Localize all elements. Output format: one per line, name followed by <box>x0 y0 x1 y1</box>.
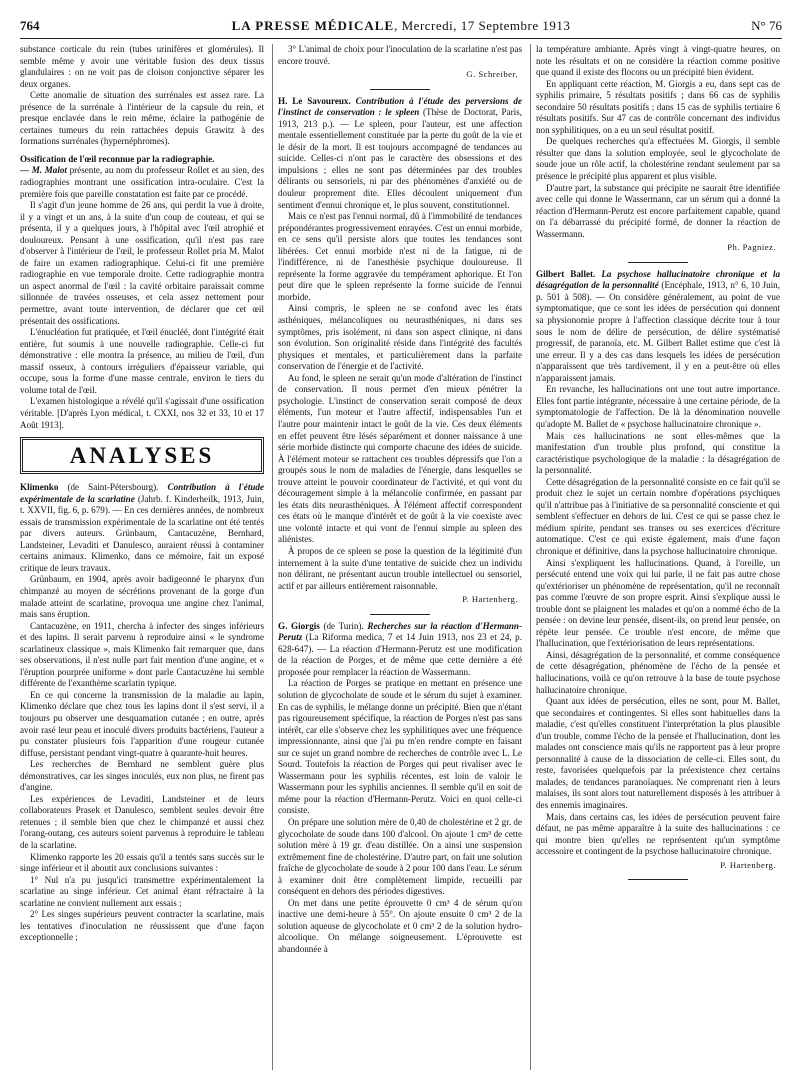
paragraph: Mais, dans certains cas, les idées de persécution peuvent faire défaut, ne pas même apparaître à la suite des hallucinations : ce qui montre bien qu'elles ne représentent qu'un symptôme accessoire et contingent de la psychose hallucinatoire chronique. <box>536 811 780 857</box>
paragraph: On met dans une petite éprouvette 0 cm³ 4 de sérum qu'on inactive une demi-heure à 55°. On ajoute ensuite 0 cm³ 2 de la solution aqueuse de glycocholate et 0 cm³ 2 de la solution hydro-alcoolique. On mélange soigneusement. L'éprouvette est abandonnée à <box>278 897 522 955</box>
author-name: Klimenko <box>20 482 59 493</box>
paragraph: À propos de ce spleen se pose la question de la légitimité d'un internement à la suite d'une tentative de suicide chez un individu non délirant, ne présentant aucun trouble intellectuel ou sensoriel, actif et par ailleurs entièrement raisonnable. <box>278 545 522 591</box>
paragraph: Les expériences de Levaditi, Landsteiner et de leurs collaborateurs Prasek et Danulesco, semblent seules devoir être retenues ; il semble bien que chez le chimpanzé et aussi chez l'orang-outang, ces auteurs soient parvenus à reproduire le tableau de la scarlatine. <box>20 793 264 850</box>
paragraph: Mais ce n'est pas l'ennui normal, dû à l'immobilité de tendances prépondérantes progressivement enrayées. C'est un ennui morbide, en ce sens qu'il persiste alors que toutes les tendances sont libérées. Cet ennui morbide n'est ni de la fatigue, ni de l'indifférence, ni de l'anesthésie psychique douloureuse. Il représente la forme aggravée du tempérament aphorique. Et l'on peut dire que le spleen représente la forme suicide de l'ennui morbide. <box>278 211 522 302</box>
article-title: La psychose hallucinatoire chronique et la désagrégation de la personnalité <box>536 268 780 291</box>
article-le-savoureux <box>278 96 522 211</box>
issue-date: , Mercredi, 17 Septembre 1913 <box>394 18 571 33</box>
divider <box>370 614 430 615</box>
paragraph: Cantacuzène, en 1911, chercha à infecter des singes inférieurs et des lapins. Il serait parvenu à reproduire ainsi « le syndrome scarlatineux classique », mais Klimenko fait remarquer que, dans ses observations, il n'est nulle part fait mention d'une angine, et « l'éruption pourprée uniforme » dont parle Cantacuzène lui semble différente de l'exanthème scarlatin typique. <box>20 620 264 689</box>
signature: P. Hartenberg. <box>462 594 518 605</box>
article-ref: (Encéphale, 1913, n° 6, 10 Juin, p. 501 à 508). — On considère généralement, au point de vue symptomatique, que ce sont les idées de persécution qui donnent sa physionomie propre à l'affection classique décrite tour à tour sous le nom de délire de persécution, de délire systématisé progressif, de paranoïa, etc. M. Gilbert Ballet estime que c'est là une erreur. Il y a des cas dans lesquels les idées de persécution n'apparaissent que très tardivement, il y en a peut-être où elles n'apparaissent jamais. <box>536 280 780 383</box>
article-title: Recherches sur la réaction d'Hermann-Perutz <box>278 620 522 643</box>
list-item: 2° Les singes supérieurs peuvent contracter la scarlatine, mais les tentatives d'inoculation ne réussissent que d'une façon exceptionnelle ; <box>20 909 264 943</box>
paragraph: L'énucléation fut pratiquée, et l'œil énucléé, dont l'intégrité était entière, fut soumis à une nouvelle radiographie. Celle-ci fut démonstrative : elle montra la présence, au milieu de l'œil, d'un massif osseux, à contours irréguliers d'épaisseur variable, qui occupe, sous la forme d'une masse centrale, environ le tiers du volume total de l'œil. <box>20 327 264 395</box>
article-title: Contribution à l'étude des perversions de l'instinct de conservation : le spleen <box>278 95 522 118</box>
paragraph: L'examen histologique a révélé qu'il s'agissait d'une ossification véritable. [D'après Lyon médical, t. CXXI, nos 32 et 33, 10 et 17 Août 1913]. <box>20 396 264 430</box>
paragraph: Il s'agit d'un jeune homme de 26 ans, qui perdit la vue à droite, il y a vingt et un ans, à la suite d'un coup de couteau, et qui se présenta, il y a quelques jours, à l'hôpital avec l'œil atrophié et douloureux. Pensant à une ossification, qu'il n'est pas rare d'observer à l'intérieur de l'œil, le professeur Rollet pria M. Malot de faire un examen radiographique. Celui-ci fit une première radiographie en vue temporale droite. Cette radiographie montra un aspect anormal de l'œil : la cavité orbitaire paraissait comme sillonnée de travées osseuses, et cela assez nettement pour permettre, avant toute intervention, de déclarer que cet œil présentait des ossifications. <box>20 200 264 326</box>
signature: Ph. Pagniez. <box>727 242 776 253</box>
paragraph: Ainsi, désagrégation de la personnalité, et comme conséquence de cette désagrégation, phénomène de l'écho de la pensée et hallucinations, voilà ce qu'on retrouve à la base de toute psychose hallucinatoire chronique. <box>536 649 780 695</box>
author-place: (de Turin). <box>319 620 368 631</box>
paragraph: Quant aux idées de persécution, elles ne sont, pour M. Ballet, que secondaires et contingentes. Si elles sont habituelles dans la maladie, c'est qu'elles constituent l'interprétation la plus plausible d'un trouble, comme l'écho de la pensée et l'hallucination, dont les malades ont conscience mais qu'ils ne rapportent pas à leur propre personnalité à cause de la dissociation de celle-ci. Elles sont, du reste, favorisées quelquefois par la préexistence chez certains malades, de tendances paranoïaques. Ne comprenant rien à leurs malaises, ils sont alors tout naturellement disposés à les attribuer à des ennemis imaginaires. <box>536 696 780 810</box>
author-name: G. Giorgis <box>278 620 320 631</box>
article-title: Contribution à l'étude expérimentale de la scarlatine <box>20 482 264 504</box>
paragraph: Cette désagrégation de la personnalité consiste en ce fait qu'il se produit chez le sujet un certain nombre d'opérations psychiques qu'il n'attribue pas à l'initiative de sa personnalité consciente et qui semblent s'effectuer en dehors de lui. C'est ce qui se passe chez le médium spirite, pendant ses transes ou ses exercices d'écriture automatique. C'est ce qui existe également, mais d'une façon chronique et définitive, dans la psychose hallucinatoire chronique. <box>536 476 780 556</box>
column-divider <box>272 44 273 1070</box>
column-divider <box>530 44 531 1070</box>
section-ossification <box>20 154 264 166</box>
list-item: 3° L'animal de choix pour l'inoculation de la scarlatine n'est pas encore trouvé. <box>278 44 522 66</box>
paragraph: En appliquant cette réaction, M. Giorgis a eu, dans sept cas de syphilis primaire, 5 résultats positifs ; dans 66 cas de syphilis secondaire 50 résultats positifs ; dans 15 cas de syphilis tertiaire 6 résultats positifs. Sur 47 cas de contrôle concernant des individus non syphilitiques, on a eu un seul résultat positif. <box>536 78 780 135</box>
paragraph: Les recherches de Bernhard ne semblent guère plus démonstratives, car les singes inoculés, eux non plus, ne firent pas d'angine. <box>20 759 264 793</box>
issue-number: N° 76 <box>751 18 782 33</box>
divider <box>628 879 688 880</box>
paragraph: D'autre part, la substance qui précipite ne saurait être identifiée avec celle qui donne le Wassermann, car un sérum qui a donné la réaction d'Hermann-Perutz est encore parfaitement capable, quand on l'a débarrassé du précipité formé, de donner la réaction de Wassermann. <box>536 182 780 239</box>
author-name: H. Le Savoureux. <box>278 95 351 106</box>
paragraph-text: présente, au nom du professeur Rollet et au sien, des radiographies montrant une ossification intra-oculaire. C'est la première fois que pareille constatation est faite par ce procédé. <box>20 165 264 199</box>
paragraph: Klimenko rapporte les 20 essais qu'il a tentés sans succès sur le singe inférieur et il aboutit aux conclusions suivantes : <box>20 851 264 874</box>
article-ballet <box>536 269 780 384</box>
journal-title: LA PRESSE MÉDICALE <box>231 18 395 33</box>
divider <box>370 89 430 90</box>
paragraph: En revanche, les hallucinations ont une tout autre importance. Elles font partie intégrante, nécessaire à une certaine période, de la symptomatologie de l'affection. De là la dénomination nouvelle qu'adopte M. Ballet de « psychose hallucinatoire chronique ». <box>536 384 780 429</box>
paragraph: De quelques recherches qu'a effectuées M. Giorgis, il semble résulter que dans la solution employée, seul le glycocholate de soude joue un rôle actif, la cholestérine rendant seulement par sa présence le précipité plus apparent et plus visible. <box>536 136 780 182</box>
analyses-banner <box>20 437 264 474</box>
signature: G. Schreiber. <box>466 69 518 80</box>
paragraph: Au fond, le spleen ne serait qu'un mode d'altération de l'instinct de conservation. Il nous permet d'en mieux pénétrer la psychologie. L'instinct de conservation serait composé de deux éléments, l'un moteur et l'autre affectif, indispensables l'un et l'autre pour maintenir intact le goût de la vie. Ces deux éléments en effet peuvent être lésés séparément et donner naissance à une série morbide distincte qui comporte chacune des idées de suicide. À l'élément moteur se rattachent ces troubles dépressifs que l'on a groupés sous le nom de maladies de l'énergie, dans lesquelles se trouve atteint le pouvoir coordinateur de l'activité, et qui vont du découragement simple à la mélancolie confirmée, en passant par les états dits neurasthéniques. À l'élément affectif correspondent ces états où le manque d'intérêt et de goût à la vie coexiste avec une volonté intacte et qui vont de l'ennui simple au spleen des aliénistes. <box>278 372 522 545</box>
paragraph: Mais ces hallucinations ne sont elles-mêmes que la manifestation d'un trouble plus profond, qui constitue la caractéristique psychologique de la maladie : la désagrégation de la personnalité. <box>536 430 780 476</box>
paragraph: Ainsi s'expliquent les hallucinations. Quand, à l'oreille, un persécuté entend une voix qui lui parle, il ne fait pas autre chose qu'extérioriser un phénomène de représentation, qu'il ne reconnaît pas comme l'œuvre de son propre esprit. Ainsi s'explique aussi le trouble dont se plaignent les malades et qu'on a nommé écho de la pensée : on devine leur pensée, disent-ils, on prend leur pensée, on répète leur pensée. Ce trouble n'est encore, de même que l'hallucination, que l'extériorisation de leurs représentations. <box>536 557 780 649</box>
article-ref: (La Riforma medica, 7 et 14 Juin 1913, nos 23 et 24, p. 628-647). — La réaction d'Hermann-Perutz est une modification de la réaction de Porges, et de même que cette dernière a été proposée pour remplacer la réaction de Wassermann. <box>278 632 522 677</box>
divider <box>628 262 688 263</box>
author-name: — M. Malot <box>20 165 67 176</box>
article-klimenko <box>20 482 264 574</box>
section-title: Ossification de l'œil reconnue par la radiographie. <box>20 153 215 164</box>
author-name: Gilbert Ballet. <box>536 268 596 279</box>
paragraph: Cette anomalie de situation des surrénales est assez rare. La présence de la surrénale à l'intérieur de la capsule du rein, et presque enclavée dans le rein même, éclaire la pathogénie de certaines tumeurs du rein rattachées depuis Grawitz à des formations surrénales (hypernéphromes). <box>20 90 264 147</box>
article-giorgis <box>278 621 522 679</box>
list-item: 1° Nul n'a pu jusqu'ici transmettre expérimentalement la scarlatine au singe inférieur. Cet animal étant réfractaire à la scarlatine ne convient nullement aux essais ; <box>20 874 264 908</box>
journal-masthead <box>20 16 782 36</box>
paragraph: Ainsi compris, le spleen ne se confond avec les états asthéniques, mélancoliques ou neurasthéniques, ni dans ses symptômes, pris isolément, ni dans son aspect clinique, ni dans son évolution. Son originalité réside dans l'intégrité des facultés physiques et mentales, et particulièrement dans la parfaite conservation de l'énergie et de l'activité. <box>278 303 522 372</box>
paragraph: Grünbaum, en 1904, après avoir badigeonné le pharynx d'un chimpanzé au moyen de sécrétions provenant de la gorge d'un malade atteint de scarlatine, provoqua une angine chez l'animal, mais sans éruption. <box>20 574 264 620</box>
column-left <box>20 44 264 1070</box>
article-ref: (Jahrb. f. Kinderheilk, 1913, Juin, t. XXVII, fig. 6, p. 679). — En ces dernières années, de nombreux essais de transmission expérimentale de la scarlatine ont été tentés par divers auteurs. Grünbaum, Cantacuzène, Bernhard, Landsteiner, Levaditi et Danulesco, auraient réussi à contaminer certains animaux. Klimenko, dans ce mémoire, fait un exposé critique de leurs travaux. <box>20 493 264 573</box>
column-right <box>536 44 780 1070</box>
paragraph: la température ambiante. Après vingt à vingt-quatre heures, on note les résultats et on ne considère la réaction comme positive que quand il existe des flocons ou un précipité bien évident. <box>536 44 780 78</box>
paragraph: On prépare une solution mère de 0,40 de cholestérine et 2 gr. de glycocholate de soude dans 100 d'alcool. On ajoute 1 cm³ de cette solution mère à 19 gr. d'eau distillée. On a ainsi une suspension extrêmement fine de cholestérine. D'autre part, on fait une solution fraîche de glycocholate de soude à 2 pour 100 dans l'eau. Le sérum à examiner doit être complètement limpide, recueilli par conséquent en dehors des périodes digestives. <box>278 817 522 897</box>
analyses-title: ANALYSES <box>69 443 215 469</box>
paragraph: En ce qui concerne la transmission de la maladie au lapin, Klimenko déclare que chez tous les lapins dont il s'est servi, il a toujours pu observer une desquamation cutanée ; en outre, après avoir rasé leur peau et inoculé divers produits bactériens, l'auteur a pu constater plusieurs fois l'apparition d'une rougeur cutanée diffuse, persistant pendant vingt-quatre à quarante-huit heures. <box>20 689 264 758</box>
column-middle <box>278 44 522 1070</box>
article-ref: (Thèse de Doctorat, Paris, 1913, 213 p.). — Le spleen, pour l'auteur, est une affection mentale essentiellement constituée par la perte du goût de la vie et le désir de la mort. Il est toujours accompagné de tendances au suicide. Celles-ci n'ont pas le caractère des obsessions et des impulsions ; elles ne sont pas déterminées par des troubles délirants ou sensoriels, ni par des phénomènes d'anxiété ou de douleur proprement dite. Elles découlent uniquement d'un sentiment d'ennui chronique et, le plus souvent, constitutionnel. <box>278 107 522 210</box>
paragraph: substance corticale du rein (tubes urinifères et glomérules). Il semble même y avoir une véritable fusion des deux tissus glandulaires : on ne voit pas de cloison conjonctive séparer les deux organes. <box>20 44 264 89</box>
signature: P. Hartenberg. <box>720 859 776 870</box>
page-number: 764 <box>20 18 40 33</box>
page-header <box>20 16 782 39</box>
paragraph: La réaction de Porges se pratique en mettant en présence une solution de glycocholate de soude et le sérum du sujet à examiner. En cas de syphilis, le mélange donne un précipité. Bien que n'étant pas rigoureusement spécifique, la réaction de Porges n'est pas sans intérêt, car elle s'observe chez les syphilitiques avec une fréquence impressionnante, ainsi que j'ai pu m'en rendre compte en faisant sur ce sujet un grand nombre de recherches de contrôle avec L. Le Sourd. Toutefois la réaction de Porges qui peut rivaliser avec le Wassermann pour les syphilis récentes, est loin de valoir le Wassermann pour les syphilis anciennes. Il semble qu'il en soit de même pour la réaction d'Hermann-Perutz. Voici en quoi celle-ci consiste. <box>278 678 522 816</box>
author-place: (de Saint-Pétersbourg). <box>58 482 168 493</box>
paragraph <box>20 165 264 200</box>
